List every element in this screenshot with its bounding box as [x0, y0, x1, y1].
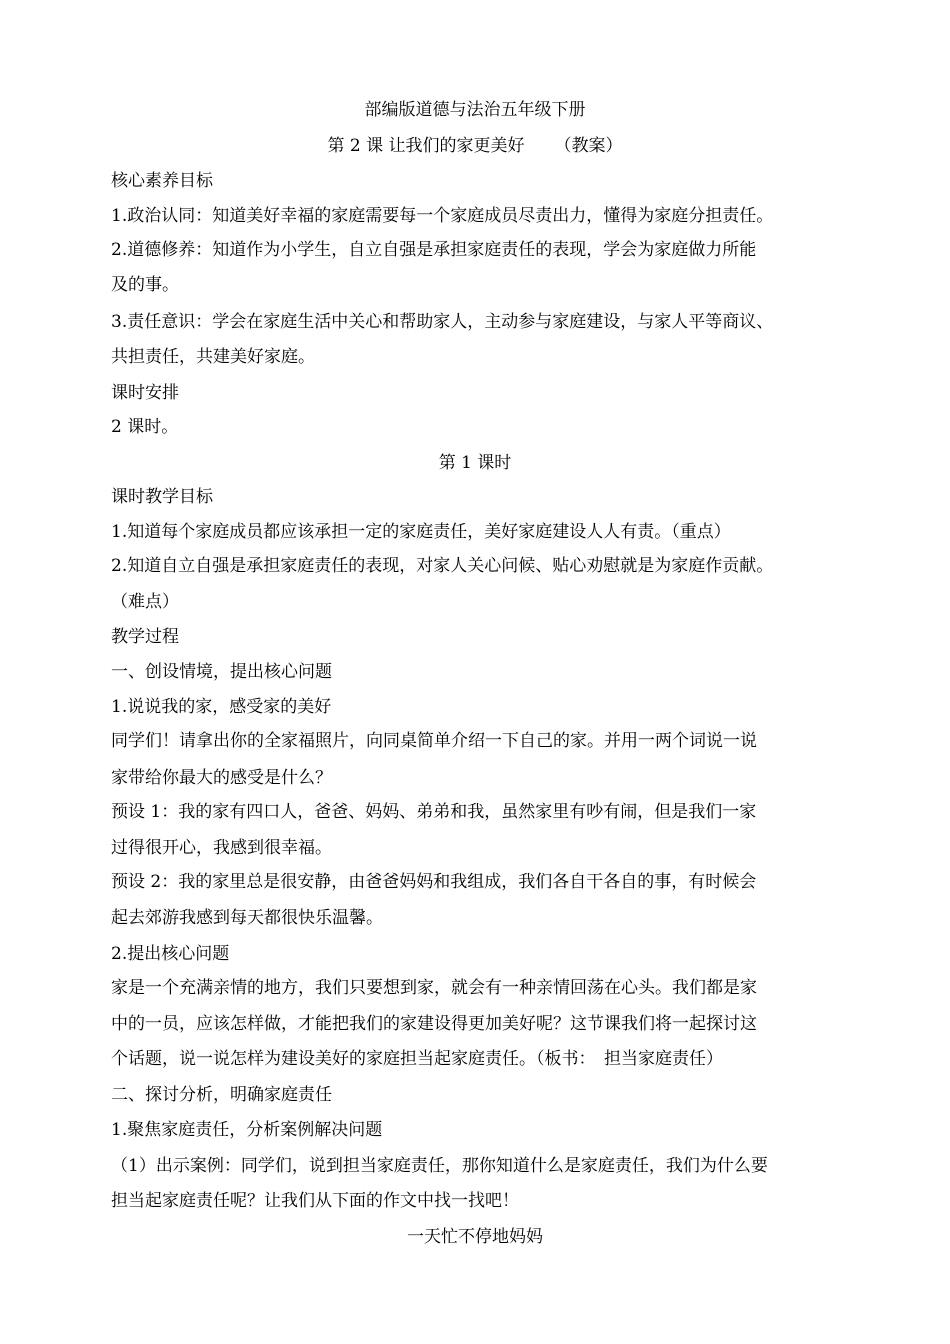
schedule-heading: 课时安排: [111, 383, 179, 403]
paragraph-1-line-2: 家带给你最大的感受是什么？: [111, 768, 332, 788]
lesson-title: [0, 136, 950, 156]
preset-1-line-2: 过得很开心，我感到很幸福。: [111, 838, 332, 858]
preset-1-line-1: 预设 1：我的家有四口人，爸爸、妈妈、弟弟和我，虽然家里有吵有闹，但是我们一家: [111, 802, 757, 822]
preset-2-line-1: 预设 2：我的家里总是很安静，由爸爸妈妈和我组成，我们各自干各自的事，有时候会: [111, 872, 757, 892]
paragraph-3-line-1: （1）出示案例：同学们，说到担当家庭责任，那你知道什么是家庭责任，我们为什么要: [111, 1156, 768, 1176]
period-goal-2-line-2: （难点）: [111, 592, 179, 612]
period-goals-heading: 课时教学目标: [111, 487, 213, 507]
preset-2-line-2: 起去郊游我感到每天都很快乐温馨。: [111, 908, 383, 928]
step-2-1: 1.聚焦家庭责任，分析案例解决问题: [111, 1120, 383, 1140]
section-1-heading: 一、创设情境，提出核心问题: [111, 662, 332, 682]
lesson-title-tag: （教案）: [554, 136, 623, 156]
paragraph-2-line-3: 个话题，说一说怎样为建设美好的家庭担当起家庭责任。（板书： 担当家庭责任）: [111, 1049, 723, 1069]
core-goal-2-line-1: 2.道德修养：知道作为小学生，自立自强是承担家庭责任的表现，学会为家庭做力所能: [111, 240, 757, 260]
core-goals-heading: 核心素养目标: [111, 171, 213, 191]
paragraph-2-line-1: 家是一个充满亲情的地方，我们只要想到家，就会有一种亲情回荡在心头。我们都是家: [111, 978, 757, 998]
lesson-title-main: 第 2 课 让我们的家更美好: [327, 136, 525, 156]
period-title: 第 1 课时: [438, 453, 512, 473]
document-title: 部编版道德与法治五年级下册: [364, 100, 586, 120]
period-goal-1: 1.知道每个家庭成员都应该承担一定的家庭责任，美好家庭建设人人有责。（重点）: [111, 522, 731, 542]
section-2-heading: 二、探讨分析，明确家庭责任: [111, 1085, 332, 1105]
core-goal-2-line-2: 及的事。: [111, 275, 179, 295]
essay-title: 一天忙不停地妈妈: [407, 1227, 543, 1247]
paragraph-1-line-1: 同学们！请拿出你的全家福照片，向同桌简单介绍一下自己的家。并用一两个词说一说: [111, 731, 757, 751]
core-goal-1: 1.政治认同：知道美好幸福的家庭需要每一个家庭成员尽责出力，懂得为家庭分担责任。: [111, 206, 774, 226]
core-goal-3-line-1: 3.责任意识：学会在家庭生活中关心和帮助家人，主动参与家庭建设，与家人平等商议、: [111, 312, 774, 332]
core-goal-3-line-2: 共担责任，共建美好家庭。: [111, 347, 315, 367]
step-1-1: 1.说说我的家，感受家的美好: [111, 697, 332, 717]
period-goal-2-line-1: 2.知道自立自强是承担家庭责任的表现，对家人关心问候、贴心劝慰就是为家庭作贡献。: [111, 556, 774, 576]
schedule-value: 2 课时。: [111, 417, 179, 437]
process-heading: 教学过程: [111, 627, 179, 647]
paragraph-3-line-2: 担当起家庭责任呢？让我们从下面的作文中找一找吧！: [111, 1191, 519, 1211]
step-1-2: 2.提出核心问题: [111, 944, 230, 964]
paragraph-2-line-2: 中的一员，应该怎样做，才能把我们的家建设得更加美好呢？这节课我们将一起探讨这: [111, 1014, 757, 1034]
